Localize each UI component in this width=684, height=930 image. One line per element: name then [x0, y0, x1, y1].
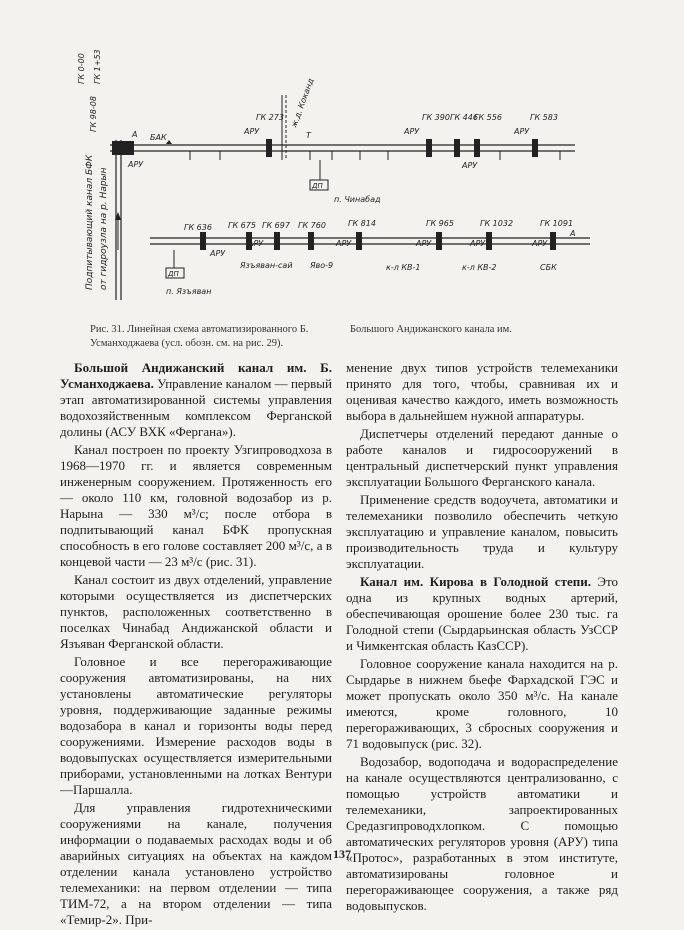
bottom-aru-1: АРУ: [210, 249, 226, 258]
svg-text:АРУ: АРУ: [404, 127, 420, 136]
paragraph: [346, 574, 618, 654]
dp-label: ДП: [312, 182, 323, 190]
paragraph-text: Это одна из крупных водных артерий, обеспечивающая орошение более 230 тыс. га Голодной степи (Сырдарьинская область УзССР и Чимкентская область КазССР).: [346, 574, 619, 653]
place-yazyavan: п. Язъяван: [166, 287, 212, 296]
figure-caption-left: Рис. 31. Линейная схема автоматизированного Б. Усманходжаева (усл. обозн. см. на рис. 29).: [90, 324, 309, 349]
top-aru-lower-label: АРУ: [462, 161, 478, 170]
bottom-aru-3: АРУ: [336, 239, 352, 248]
svg-text:ГК 390: ГК 390: [422, 113, 450, 122]
svg-text:ГК 273: ГК 273: [256, 113, 284, 122]
structure-sbk: СБК: [540, 263, 557, 272]
paragraph-heading: Канал им. Кирова в Голодной степи.: [360, 574, 591, 589]
left-text-column: [60, 360, 332, 930]
paragraph-text: Головное сооружение канала находится на р. Сырдарье в нижнем бьефе Фархадской ГЭС и может пропускать около 350 м³/с. На канале имеются, кроме головного, 10 перегораживающих, 3 сбросных сооружения и 71 водовыпуск (рис. 32).: [346, 656, 618, 751]
head-aru-label: АРУ: [128, 160, 144, 169]
bottom-aru-6: АРУ: [532, 239, 548, 248]
right-text-column: [346, 360, 618, 916]
vertical-gk-label-3: ГК 1+53: [93, 49, 102, 84]
svg-text:ГК 556: ГК 556: [474, 113, 502, 122]
bak-label: БАК: [150, 133, 167, 142]
head-a-label: А: [132, 130, 138, 139]
vertical-gk-label-1: ГК 98-08: [89, 96, 98, 132]
bottom-a-label: А: [570, 229, 576, 238]
structure-yavo-9: Яво-9: [310, 261, 334, 270]
paragraph: [346, 360, 618, 424]
flow-arrow-icon: [166, 140, 172, 144]
bottom-gk-6: ГК 965: [426, 219, 454, 228]
paragraph: [60, 360, 332, 440]
paragraph-text: Для управления гидротехническими сооружениями на канале, получения информации о подаваемых расходах воды и об аварийных ситуациях на объектах на каждом отделении канала установлено устройство телемеханики: на первом отделении — типа ТИМ-72, а на втором отделении — типа «Темир-2». При-: [60, 800, 332, 927]
canal-linear-diagram: [70, 20, 630, 320]
paragraph-text: Применение средств водоучета, автоматики и телемеханики позволило обеспечить четкую эксплуатацию и управление каналом, повысить производительность труда и культуру эксплуатации.: [346, 492, 618, 571]
source-label: от гидроузла на р. Нарын: [99, 167, 109, 290]
place-chinabad: п. Чинабад: [334, 195, 381, 204]
structure-kv-1: к-л КВ-1: [386, 263, 421, 272]
svg-text:АРУ: АРУ: [244, 127, 260, 136]
paragraph-text: менение двух типов устройств телемеханики принято для того, чтобы, сравнивая их и оценивая качество каждого, иметь возможность выбора в дальнейшем нужной аппаратуры.: [346, 360, 618, 423]
paragraph-text: Канал построен по проекту Узгипроводхоза в 1968—1970 гг. и является современным инженерным сооружением. Протяженность его — около 110 км, головной водозабор из р. Нарына — 330 м³/с; после отбора в подпитывающий канал БФК пропускная способность в его голове составляет 200 м³/с, а в концевой части — 23 м³/с (рис. 31).: [60, 442, 332, 569]
bottom-gk-1: ГК 636: [184, 223, 212, 232]
figure-caption-right: Большого Андижанского канала им.: [350, 324, 512, 335]
feeder-canal-label: Подпитывающий канал БФК: [85, 154, 95, 290]
railway-label: ж.д. Коканд: [289, 77, 316, 129]
paragraph: [346, 754, 618, 914]
paragraph-text: Водозабор, водоподача и водораспределение на канале осуществляются централизованно, с помощью устройств автоматики и телемеханики, запроектированных Средазгипроводхлопком. С помощью автоматических регуляторов уровня (АРУ) типа «Протос», разработанных в этом институте, автоматизированы головное и перегораживающее сооружения, а также ряд водовыпусков.: [346, 754, 618, 913]
bottom-aru-4: АРУ: [416, 239, 432, 248]
structure-yazyavan-say: Язъяван-сай: [240, 261, 293, 270]
t-label: Т: [306, 131, 311, 140]
svg-text:АРУ: АРУ: [514, 127, 530, 136]
bottom-gk-3: ГК 697: [262, 221, 290, 230]
top-outlets: [190, 151, 560, 160]
paragraph: [346, 426, 618, 490]
bottom-gk-4: ГК 760: [298, 221, 326, 230]
bottom-gk-8: ГК 1091: [540, 219, 574, 228]
bottom-gk-5: ГК 814: [348, 219, 376, 228]
diagram-svg: [70, 20, 630, 320]
paragraph: [60, 442, 332, 570]
paragraph: [346, 656, 618, 752]
bottom-gk-2: ГК 675: [228, 221, 256, 230]
paragraph-heading: Большой Андижанский канал им. Б. Усманходжаева.: [60, 360, 332, 391]
paragraph-text: Канал состоит из двух отделений, управление которыми осуществляется из диспетчерских пунктов, расположенных соответственно в поселках Чинабад Андижанской области и Язъяван Ферганской области.: [60, 572, 332, 651]
paragraph: [346, 492, 618, 572]
head-structure: [112, 141, 134, 155]
svg-text:ГК 583: ГК 583: [530, 113, 558, 122]
dp2-label: ДП: [168, 270, 179, 278]
paragraph-text: Диспетчеры отделений передают данные о работе каналов и гидросооружений в центральный диспетчерский пункт управления эксплуатации Большого Ферганского канала.: [346, 426, 618, 489]
paragraph-text: Управление каналом — первый этап автоматизированной системы управления водохозяйственным комплексом Ферганской долины (АСУ ВХК «Фергана»).: [60, 376, 332, 439]
bottom-gk-7: ГК 1032: [480, 219, 514, 228]
structure-kv-2: к-л КВ-2: [462, 263, 497, 272]
svg-text:ГК 446: ГК 446: [450, 113, 478, 122]
bottom-aru-5: АРУ: [470, 239, 486, 248]
paragraph: [60, 800, 332, 928]
paragraph-text: Головное и все перегораживающие сооружения автоматизированы, на них установлены автоматические регуляторы уровня, поддерживающие заданные режимы водозабора в канал и горизонты воды перед сооружениями. Измерение расходов воды в водовыпусках осуществляется измерительными приборами, установленными на лотках Вентури—Паршалла.: [60, 654, 332, 797]
paragraph: [60, 654, 332, 798]
paragraph: [60, 572, 332, 652]
bottom-aru-2: АРУ: [248, 239, 264, 248]
vertical-gk-label-2: ГК 0-00: [77, 53, 86, 84]
page-number: 137: [333, 847, 351, 861]
